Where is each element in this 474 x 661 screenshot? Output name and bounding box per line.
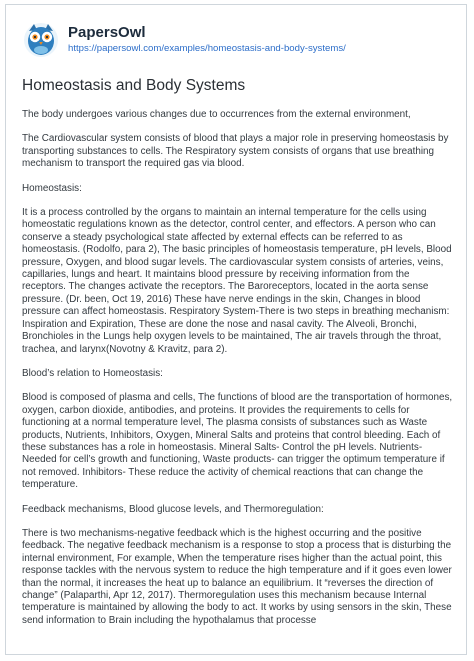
paragraph: The body undergoes various changes due to occurrences from the external environment, bbox=[22, 109, 411, 120]
document-body bbox=[22, 76, 456, 639]
source-url-link[interactable]: https://papersowl.com/examples/homeostasis-and-body-systems/ bbox=[68, 42, 346, 54]
page-title: Homeostasis and Body Systems bbox=[22, 77, 246, 94]
paragraph: The Cardiovascular system consists of blood that plays a major role in preserving homeostasis by transporting substances to cells. The Respiratory system consists of organs that use breathing mechanism to transport the required gas via blood. bbox=[22, 133, 449, 170]
site-header bbox=[22, 16, 346, 62]
brand-block bbox=[68, 24, 346, 55]
brand-name[interactable]: PapersOwl bbox=[68, 23, 146, 41]
section-heading: Homeostasis: bbox=[22, 182, 82, 194]
section-heading: Blood’s relation to Homeostasis: bbox=[22, 367, 163, 379]
section-heading: Feedback mechanisms, Blood glucose levels, and Thermoregulation: bbox=[22, 503, 324, 515]
paragraph: It is a process controlled by the organs to maintain an internal temperature for the cells using homeostatic regulations known as the detector, control center, and effectors. A person who can conserve a steady psychological state affected by external effects can be referred to as homeostasis. (Rodolfo, para 2), The basic principles of homeostasis temperature, pH levels, Blood pressure, Oxygen, and blood sugar levels. The cardiovascular system consists of arteries, veins, capillaries, lungs and heart. It maintains blood pressure by receiving information from the receptors. The changes activate the receptors. The Baroreceptors, located in the aorta sense pressure. (Dr. been, Oct 19, 2016) These have nerve endings in the skin, Changes in blood pressure can affect homeostasis. Respiratory System-There is two steps in breathing mechanism: Inspiration and Expiration, These are done the nose and nasal cavity. The Alveoli, Bronchi, Bronchioles in the Lungs help oxygen levels to be maintained, The air travels through the throat, trachea, and larynx(Novotny & Kravitz, para 2). bbox=[22, 207, 452, 355]
paragraph: Blood is composed of plasma and cells, The functions of blood are the transportation of hormones, oxygen, carbon dioxide, antibodies, and proteins. It provides the requirements to cells for functioning at a normal temperature level, The plasma consists of substances such as Waste products, Nutrients, Inhibitors, Oxygen, Mineral Salts and proteins that control bleeding. Each of these substances has a role in homeostasis. Mineral Salts- Control the pH levels. Nutrients- Needed for cell’s growth and functioning, Waste products- can trigger the optimum temperature if not removed. Inhibitors- These reduce the activity of chemical reactions that can change the temperature. bbox=[22, 392, 453, 491]
owl-logo-icon[interactable] bbox=[22, 19, 60, 59]
paragraph: There is two mechanisms-negative feedback which is the highest occurring and the positive feedback. The negative feedback mechanism is a response to stop a process that is disturbing the internal environment, For example, When the temperature rises higher than the actual point, this response tackles with the nervous system to reduce the high temperature and if it goes even lower than the normal, it increases the heat up to balance an equilibrium. It “reverses the direction of change” (Palaparthi, Apr 12, 2017). Thermoregulation uses this mechanism because Internal temperature is maintained by allowing the body to act. It works by using sensors in the skin, These send information to Brain including the hypothalamus that processe bbox=[22, 527, 452, 626]
document-blocks bbox=[22, 109, 456, 627]
